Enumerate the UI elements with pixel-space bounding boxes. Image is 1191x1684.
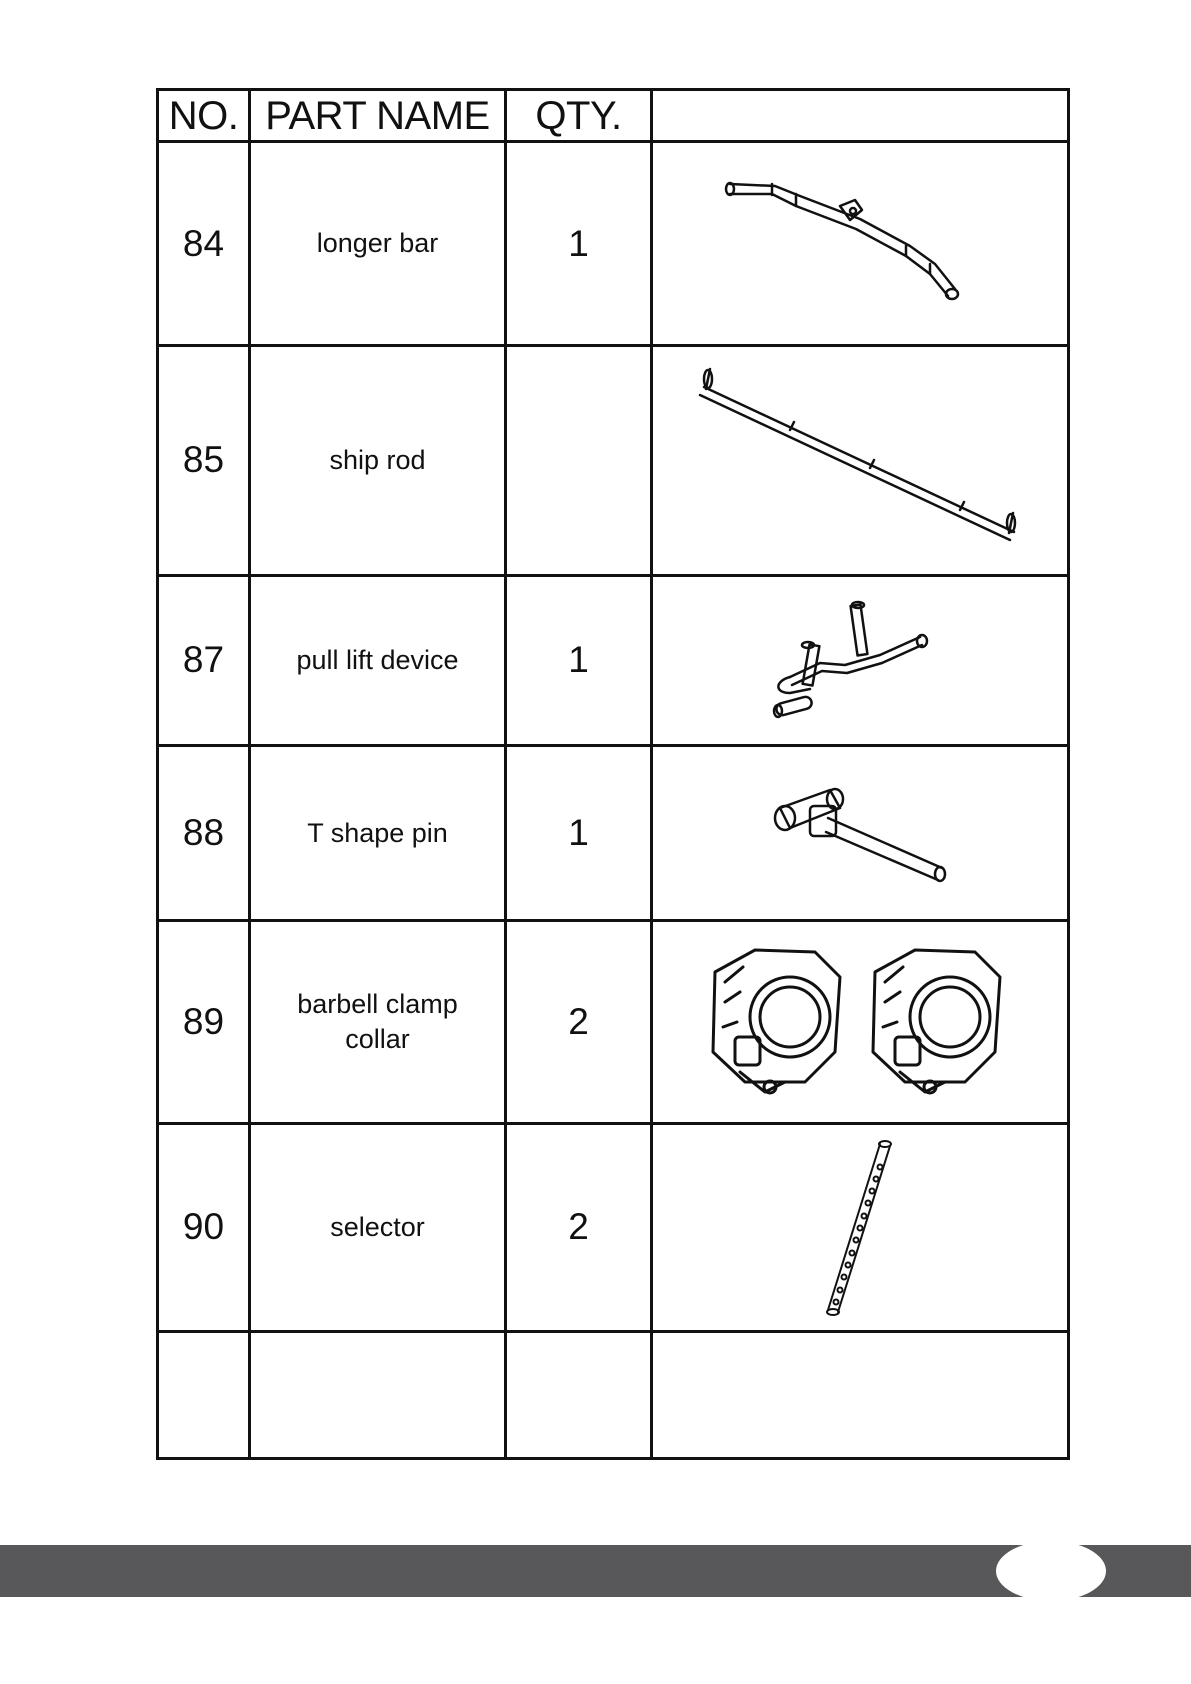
part-no: 88 [158, 746, 250, 921]
header-image [652, 90, 1069, 142]
part-name: longer bar [250, 142, 506, 346]
part-name [250, 1331, 506, 1458]
part-name: pull lift device [250, 575, 506, 746]
part-name: T shape pin [250, 746, 506, 921]
pull-lift-device-icon [750, 585, 970, 735]
part-no: 89 [158, 920, 250, 1123]
part-name: selector [250, 1123, 506, 1331]
part-image [652, 575, 1069, 746]
part-no: 87 [158, 575, 250, 746]
parts-list-table [156, 88, 1070, 1460]
part-name-line2: collar [345, 1023, 410, 1054]
selector-stem-icon [800, 1132, 920, 1322]
part-name [250, 920, 506, 1123]
part-qty: 1 [506, 575, 652, 746]
part-name-line1: barbell clamp [297, 988, 458, 1019]
part-no: 85 [158, 346, 250, 575]
part-image [652, 746, 1069, 921]
part-no: 84 [158, 142, 250, 346]
part-qty: 2 [506, 1123, 652, 1331]
table-row [158, 142, 1069, 346]
table-row [158, 920, 1069, 1123]
header-part-name: PART NAME [250, 90, 506, 142]
part-qty [506, 1331, 652, 1458]
part-no [158, 1331, 250, 1458]
page-number-oval [996, 1541, 1106, 1601]
header-no: NO. [158, 90, 250, 142]
table-row [158, 1123, 1069, 1331]
part-image [652, 1331, 1069, 1458]
part-image [652, 346, 1069, 575]
table-row [158, 746, 1069, 921]
part-image [652, 142, 1069, 346]
clamp-collar-icon [695, 932, 1025, 1112]
part-qty [506, 346, 652, 575]
lat-bar-icon [710, 164, 1010, 324]
t-pin-icon [760, 768, 960, 898]
table-row [158, 346, 1069, 575]
part-image [652, 1123, 1069, 1331]
header-row [158, 90, 1069, 142]
header-qty: QTY. [506, 90, 652, 142]
part-qty: 1 [506, 142, 652, 346]
straight-rod-icon [670, 355, 1050, 565]
part-qty: 2 [506, 920, 652, 1123]
table-row [158, 575, 1069, 746]
part-image [652, 920, 1069, 1123]
table-row [158, 1331, 1069, 1458]
part-no: 90 [158, 1123, 250, 1331]
part-qty: 1 [506, 746, 652, 921]
part-name: ship rod [250, 346, 506, 575]
